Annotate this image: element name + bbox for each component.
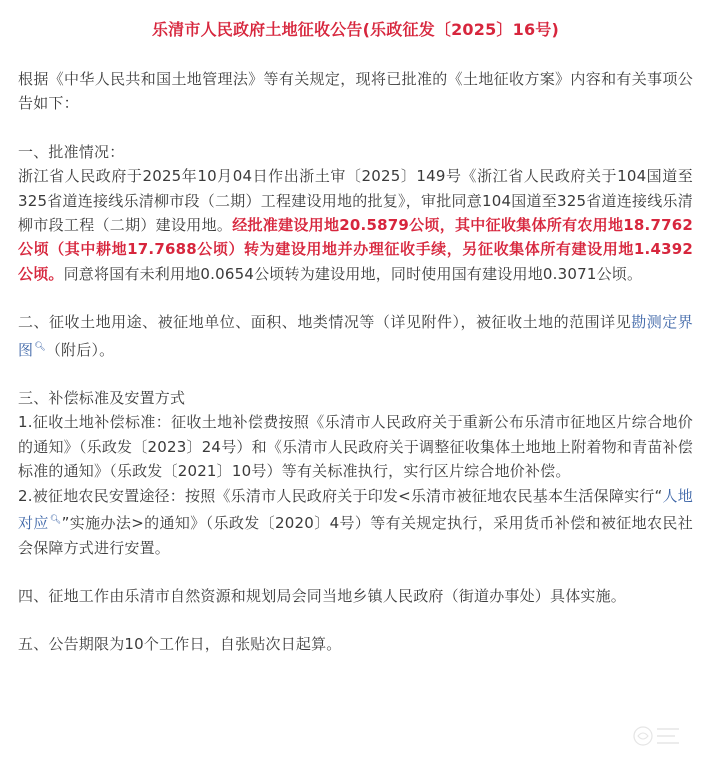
search-icon: 🔍︎: [34, 341, 46, 352]
land-matching-link[interactable]: 人地对应: [18, 486, 693, 533]
survey-map-link[interactable]: 勘测定界图: [18, 313, 693, 359]
section3-heading: 三、补偿标准及安置方式: [18, 389, 186, 408]
page-title: 乐清市人民政府土地征收公告(乐政征发〔2025〕16号): [151, 20, 560, 39]
section3-item2-text-b: ”实施办法>的通知》（乐政发〔2020〕4号）等有关规定执行，采用货币补偿和被征地农民社会保障方式进行安置。: [18, 514, 693, 557]
section1-highlight: 经批准建设用地20.5879公顷，其中征收集体所有农用地18.7762公顷（其中耕地17.7688公顷）转为建设用地并办理征收手续，另征收集体所有建设用地1.4392公顷。: [18, 216, 693, 283]
section2-body: [18, 310, 693, 362]
watermark-logo: [629, 719, 685, 753]
section5-paragraph: 五、公告期限为10个工作日，自张贴次日起算。: [18, 635, 342, 654]
section4-paragraph: 四、征地工作由乐清市自然资源和规划局会同当地乡镇人民政府（街道办事处）具体实施。: [18, 586, 627, 605]
section1-text-b: 同意将国有未利用地0.0654公顷转为建设用地，同时使用国有建设用地0.3071公顷。: [63, 264, 643, 283]
section1-body: [18, 164, 693, 286]
section3-item2: [18, 484, 693, 560]
section1-heading: 一、批准情况：: [18, 142, 125, 161]
section1-text-a: 浙江省人民政府于2025年10月04日作出浙土审〔2025〕149号《浙江省人民政府关于104国道至325省道连接线乐清柳市段（二期）工程建设用地的批复》，审批同意104国道至325省道连接线乐清柳市段工程（二期）建设用地。: [18, 167, 693, 235]
search-icon: 🔍︎: [49, 515, 62, 526]
section2-text-a: 二、征收土地用途、被征地单位、面积、地类情况等（详见附件），被征收土地的范围详见: [18, 313, 632, 332]
section3-item1: 1.征收土地补偿标准：征收土地补偿费按照《乐清市人民政府关于重新公布乐清市征地区片综合地价的通知》（乐政发〔2023〕24号）和《乐清市人民政府关于调整征收集体土地地上附着物和青苗补偿标准的通知》（乐政发〔2021〕10号）等有关标准执行，实行区片综合地价补偿。: [18, 413, 693, 481]
section2-text-b: （附后）。: [45, 340, 115, 359]
section3-item2-text-a: 2.被征地农民安置途径：按照《乐清市人民政府关于印发<乐清市被征地农民基本生活保障实行“: [18, 486, 663, 505]
intro-paragraph: 根据《中华人民共和国土地管理法》等有关规定，现将已批准的《土地征收方案》内容和有关事项公告如下：: [18, 70, 693, 113]
